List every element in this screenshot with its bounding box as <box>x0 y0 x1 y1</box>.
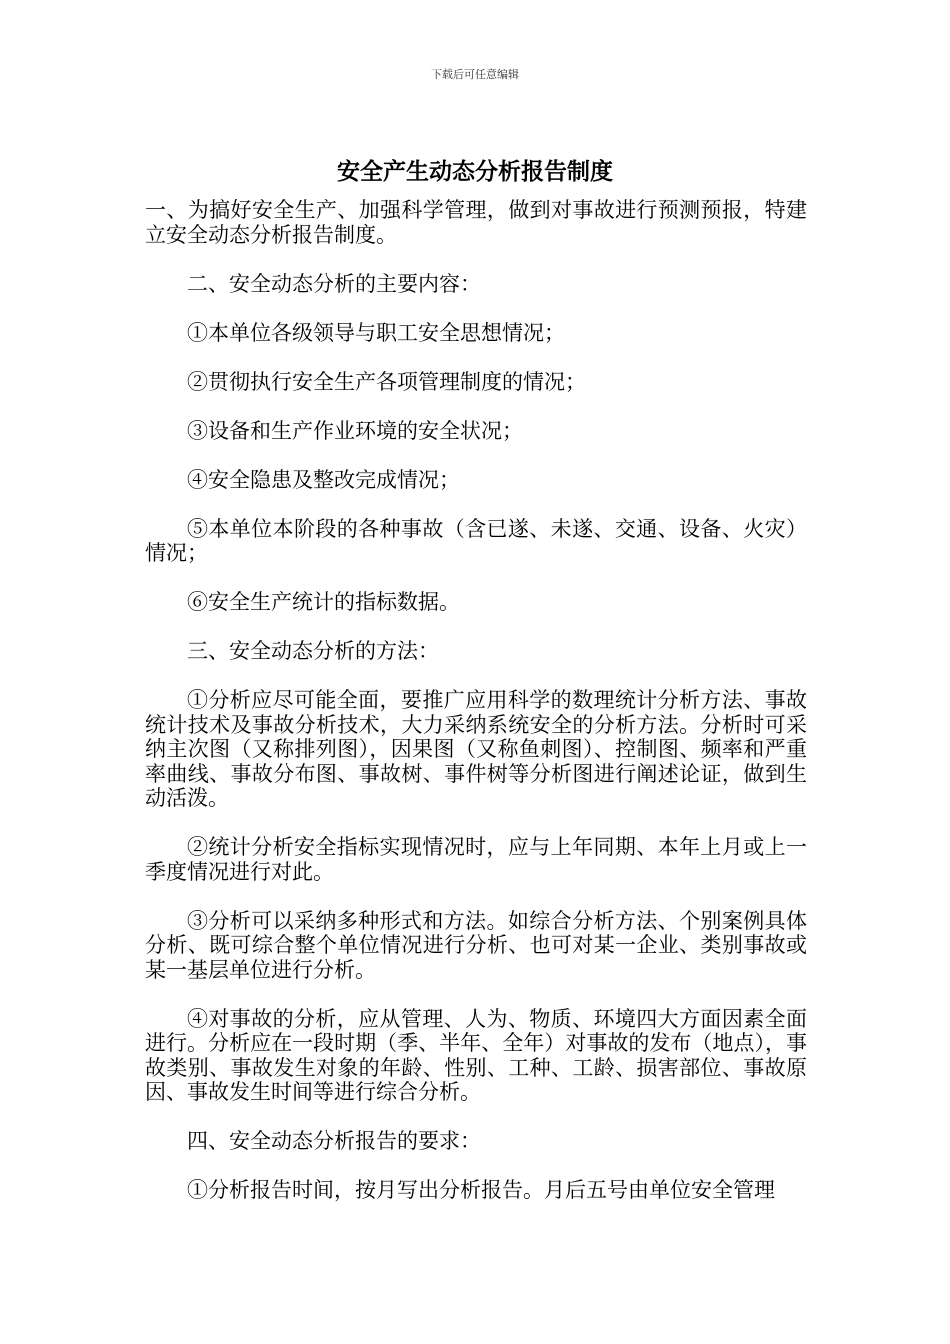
section-heading-methods: 三、安全动态分析的方法： <box>187 639 439 663</box>
document-title: 安全产生动态分析报告制度 <box>337 158 613 185</box>
list-item: ③设备和生产作业环境的安全状况； <box>187 418 523 443</box>
paragraph-purpose: 一、为搞好安全生产、加强科学管理，做到对事故进行预测预报，特建立安全动态分析报告制度。 <box>145 198 807 247</box>
section-heading-main-content: 二、安全动态分析的主要内容： <box>187 271 481 296</box>
page-header-note: 下载后可任意编辑 <box>431 68 519 81</box>
list-item: ②统计分析安全指标实现情况时，应与上年同期、本年上月或上一季度情况进行对此。 <box>145 835 807 884</box>
list-item: ①分析应尽可能全面，要推广应用科学的数理统计分析方法、事故统计技术及事故分析技术，大力采纳系统安全的分析方法。分析时可采纳主次图（又称排列图），因果图（又称鱼刺图）、控制图、频率和严重率曲线、事故分布图、事故树、事件树等分析图进行阐述论证，做到生动活泼。 <box>145 688 807 810</box>
list-item: ③分析可以采纳多种形式和方法。如综合分析方法、个别案例具体分析、既可综合整个单位情况进行分析、也可对某一企业、类别事故或某一基层单位进行分析。 <box>145 908 807 982</box>
list-item: ②贯彻执行安全生产各项管理制度的情况； <box>187 369 586 394</box>
list-item: ①本单位各级领导与职工安全思想情况； <box>187 320 565 345</box>
section-heading-report-requirements: 四、安全动态分析报告的要求： <box>187 1129 481 1153</box>
document-body <box>145 198 807 1227</box>
list-item: ⑥安全生产统计的指标数据。 <box>187 590 460 614</box>
list-item: ④对事故的分析，应从管理、人为、物质、环境四大方面因素全面进行。分析应在一段时期（季、半年、全年）对事故的发布（地点），事故类别、事故发生对象的年龄、性别、工种、工龄、损害部位、事故原因、事故发生时间等进行综合分析。 <box>145 1006 807 1104</box>
list-item: ①分析报告时间，按月写出分析报告。月后五号由单位安全管理 <box>187 1178 775 1202</box>
list-item: ⑤本单位本阶段的各种事故（含已遂、未遂、交通、设备、火灾）情况； <box>145 516 807 565</box>
list-item: ④安全隐患及整改完成情况； <box>187 467 460 492</box>
